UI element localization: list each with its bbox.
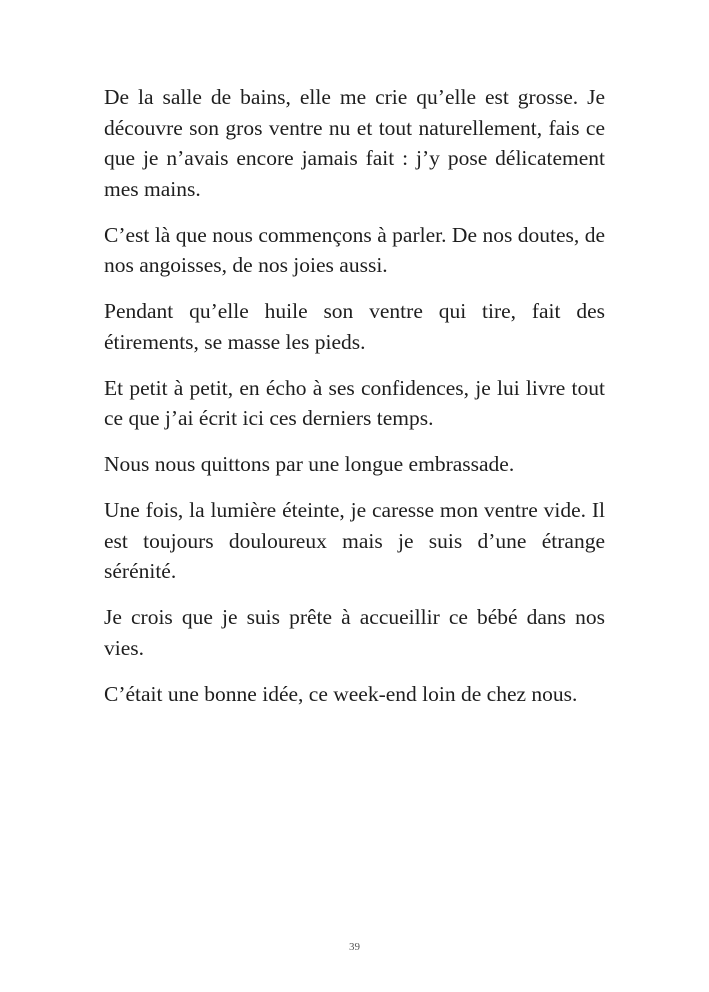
paragraph: De la salle de bains, elle me crie qu’elle est grosse. Je découvre son gros ventre nu et tout naturellement, fais ce que je n’avais encore jamais fait : j’y pose délicatement mes mains. xyxy=(104,85,605,201)
paragraph: Et petit à petit, en écho à ses confidences, je lui livre tout ce que j’ai écrit ici ces derniers temps. xyxy=(104,375,605,430)
body-text xyxy=(104,82,605,725)
paragraph: Nous nous quittons par une longue embrassade. xyxy=(104,452,515,476)
paragraph: Une fois, la lumière éteinte, je caresse mon ventre vide. Il est toujours douloureux mais je suis d’une étrange sérénité. xyxy=(104,498,605,583)
paragraph: C’est là que nous commençons à parler. De nos doutes, de nos angoisses, de nos joies aussi. xyxy=(104,222,605,277)
paragraph: Je crois que je suis prête à accueillir ce bébé dans nos vies. xyxy=(104,605,605,660)
paragraph: C’était une bonne idée, ce week-end loin de chez nous. xyxy=(104,681,578,706)
page-number: 39 xyxy=(349,941,360,953)
paragraph: Pendant qu’elle huile son ventre qui tire, fait des étirements, se masse les pieds. xyxy=(104,299,605,354)
